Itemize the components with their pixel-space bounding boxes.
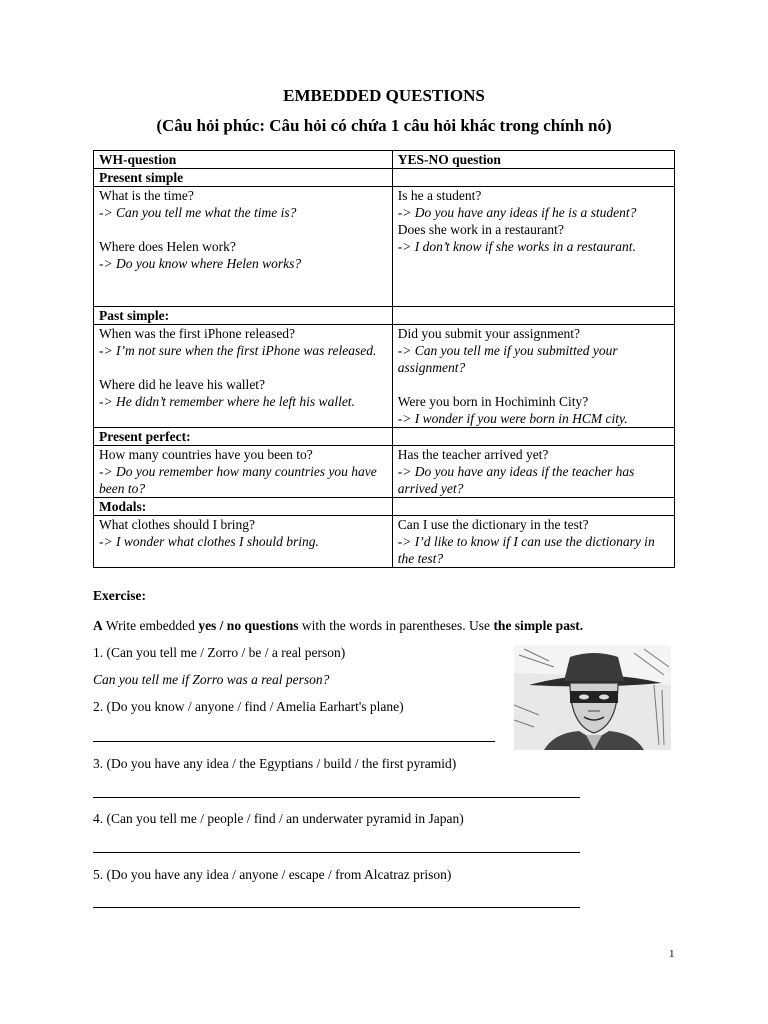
embedded-question: -> Do you have any ideas if the teacher has arrived yet?	[397, 464, 635, 496]
exercise-item: 4. (Can you tell me / people / find / an underwater pyramid in Japan)	[93, 811, 464, 826]
table-row	[94, 187, 675, 307]
yn-question: Does she work in a restaurant?	[397, 222, 564, 237]
yn-cell	[392, 325, 674, 428]
answer-line-4[interactable]	[93, 852, 580, 853]
answer-line-5[interactable]	[93, 907, 580, 908]
exercise-instruction: A Write embedded yes / no questions with the words in parentheses. Use the simple past.	[93, 618, 584, 633]
answer-line-2[interactable]	[93, 741, 495, 742]
wh-cell	[94, 325, 393, 428]
table-row	[94, 516, 675, 568]
section-blank	[392, 169, 674, 187]
wh-cell	[94, 516, 393, 568]
exercise-item: 2. (Do you know / anyone / find / Amelia Earhart's plane)	[93, 699, 404, 714]
section-blank	[392, 428, 674, 446]
exercise-item: 3. (Do you have any idea / the Egyptians / build / the first pyramid)	[93, 756, 457, 771]
table-row	[94, 446, 675, 498]
header-yes-no: YES-NO question	[392, 151, 674, 169]
table-header-row	[94, 151, 675, 169]
grammar-table	[93, 150, 675, 568]
example-answer: Can you tell me if Zorro was a real person?	[93, 672, 330, 687]
wh-cell	[94, 187, 393, 307]
wh-question: When was the first iPhone released?	[99, 326, 296, 341]
yn-question: Can I use the dictionary in the test?	[397, 517, 589, 532]
yn-cell	[392, 516, 674, 568]
section-row	[94, 169, 675, 187]
exercise-item: 5. (Do you have any idea / anyone / escape / from Alcatraz prison)	[93, 867, 452, 882]
document-title: EMBEDDED QUESTIONS	[283, 86, 485, 105]
section-label: Past simple:	[94, 307, 393, 325]
wh-question: What clothes should I bring?	[99, 517, 255, 532]
embedded-question: -> Can you tell me if you submitted your assignment?	[397, 343, 618, 375]
wh-question: What is the time?	[99, 188, 194, 203]
wh-question: Where did he leave his wallet?	[99, 377, 266, 392]
embedded-question: -> I wonder if you were born in HCM city.	[397, 411, 628, 426]
embedded-question: -> I’m not sure when the first iPhone was released.	[99, 343, 377, 358]
embedded-question: -> Do you remember how many countries you have been to?	[99, 464, 377, 496]
yn-question: Did you submit your assignment?	[397, 326, 581, 341]
embedded-question: -> I’d like to know if I can use the dictionary in the test?	[397, 534, 655, 566]
embedded-question: -> I don’t know if she works in a restaurant.	[397, 239, 636, 254]
yn-question: Were you born in Hochiminh City?	[397, 394, 589, 409]
exercise-heading: Exercise:	[93, 588, 146, 603]
section-label: Present perfect:	[94, 428, 393, 446]
section-blank	[392, 307, 674, 325]
embedded-question: -> Do you know where Helen works?	[99, 256, 302, 271]
table-row	[94, 325, 675, 428]
exercise-letter: A	[93, 618, 103, 633]
exercise-item: 1. (Can you tell me / Zorro / be / a real person)	[93, 645, 346, 660]
yn-cell	[392, 187, 674, 307]
yn-question: Has the teacher arrived yet?	[397, 447, 549, 462]
wh-question: How many countries have you been to?	[99, 447, 313, 462]
header-wh: WH-question	[94, 151, 393, 169]
zorro-illustration	[514, 645, 671, 750]
yn-cell	[392, 446, 674, 498]
section-label: Modals:	[94, 498, 393, 516]
wh-cell	[94, 446, 393, 498]
yn-question: Is he a student?	[397, 188, 482, 203]
embedded-question: -> Can you tell me what the time is?	[99, 205, 297, 220]
section-label: Present simple	[94, 169, 393, 187]
section-row	[94, 428, 675, 446]
section-row	[94, 498, 675, 516]
page-number: 1	[669, 948, 675, 960]
embedded-question: -> He didn’t remember where he left his wallet.	[99, 394, 355, 409]
embedded-question: -> Do you have any ideas if he is a student?	[397, 205, 637, 220]
wh-question: Where does Helen work?	[99, 239, 236, 254]
section-blank	[392, 498, 674, 516]
answer-line-3[interactable]	[93, 797, 580, 798]
embedded-question: -> I wonder what clothes I should bring.	[99, 534, 319, 549]
section-row	[94, 307, 675, 325]
document-subtitle: (Câu hỏi phúc: Câu hỏi có chứa 1 câu hỏi khác trong chính nó)	[156, 116, 612, 135]
